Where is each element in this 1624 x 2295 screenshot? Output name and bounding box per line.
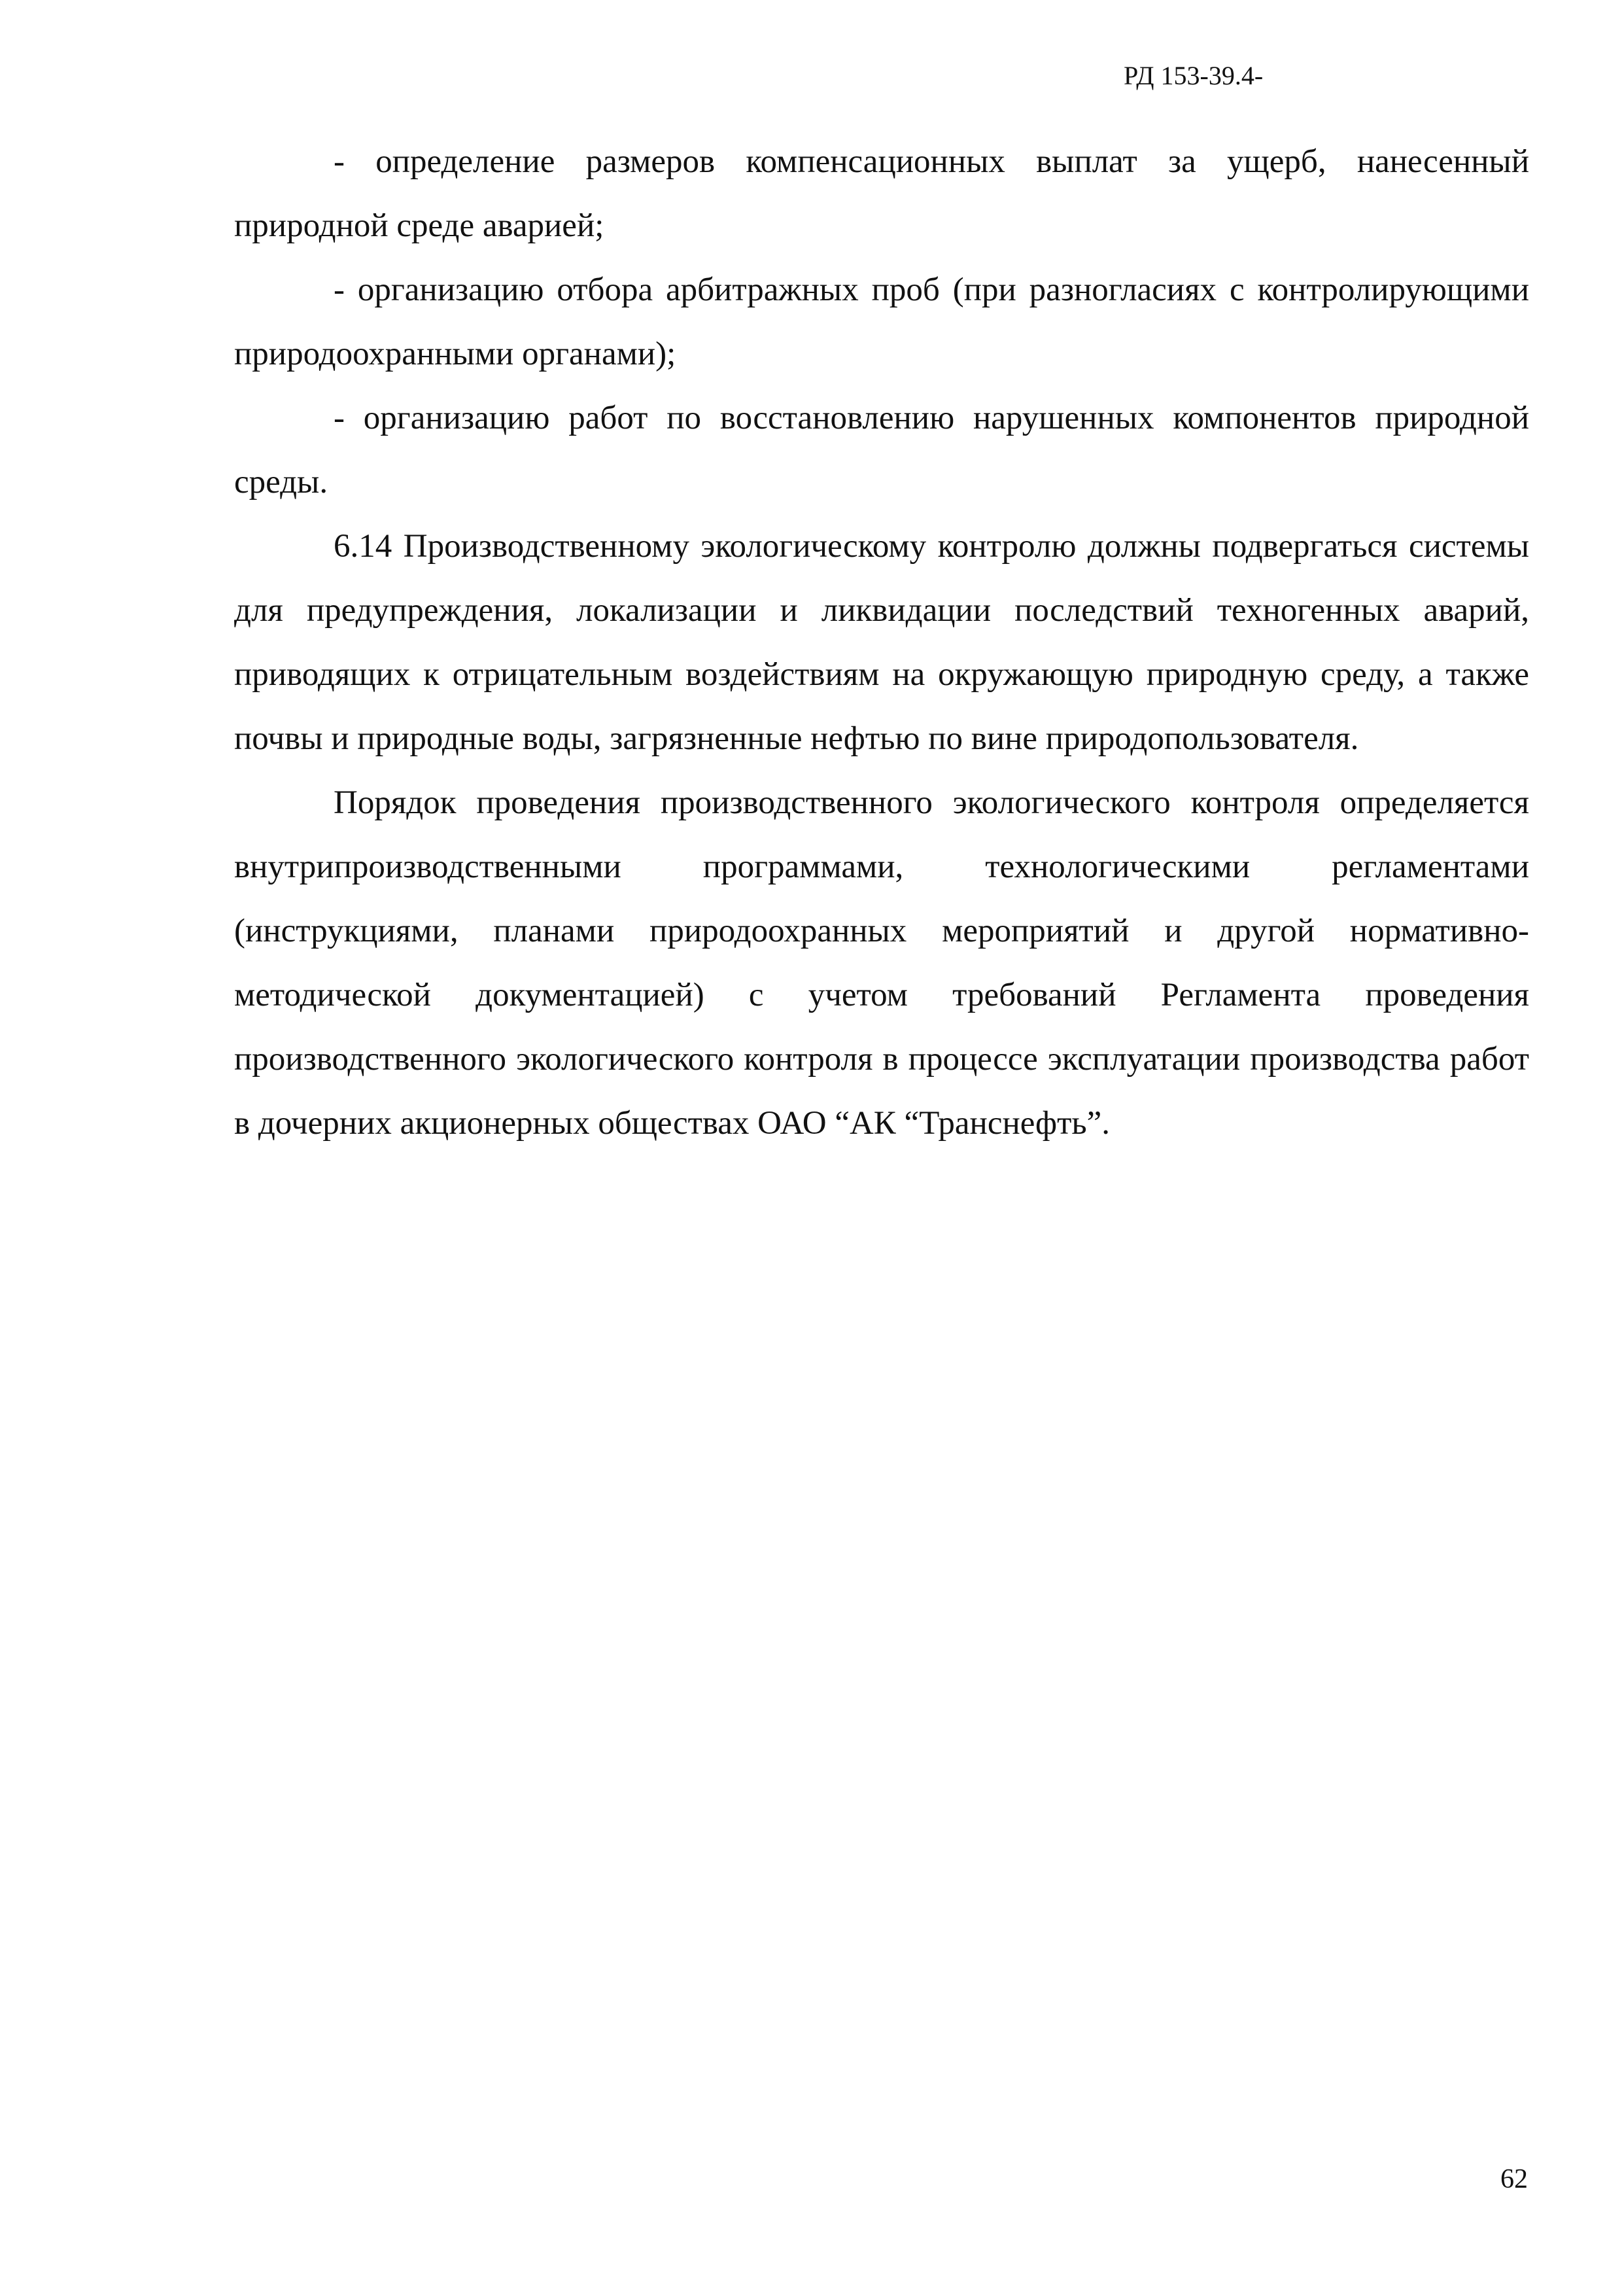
document-body [234, 130, 1529, 1155]
page-number: 62 [1500, 2164, 1528, 2194]
control-procedure-paragraph: Порядок проведения производственного экологического контроля определяется внутрипроизводственными программами, технологическими регламентами (инструкциями, планами природоохранных мероприятий и другой нормативно-методической документацией) с учетом требований Регламента проведения производственного экологического контроля в процессе эксплуатации производства работ в дочерних акционерных обществах ОАО “АК “Транснефть”. [234, 784, 1529, 1142]
document-code-header: РД 153-39.4- [1124, 61, 1264, 90]
bullet-restoration-works: - организацию работ по восстановлению нарушенных компонентов природной среды. [234, 400, 1529, 500]
bullet-compensation-payments: - определение размеров компенсационных выплат за ущерб, нанесенный природной среде аварией; [234, 143, 1529, 244]
clause-6-14: 6.14 Производственному экологическому контролю должны подвергаться системы для предупреждения, локализации и ликвидации последствий техногенных аварий, приводящих к отрицательным воздействиям на окружающую природную среду, а также почвы и природные воды, загрязненные нефтью по вине природопользователя. [234, 528, 1529, 757]
bullet-arbitration-samples: - организацию отбора арбитражных проб (при разногласиях с контролирующими природоохранными органами); [234, 272, 1529, 372]
